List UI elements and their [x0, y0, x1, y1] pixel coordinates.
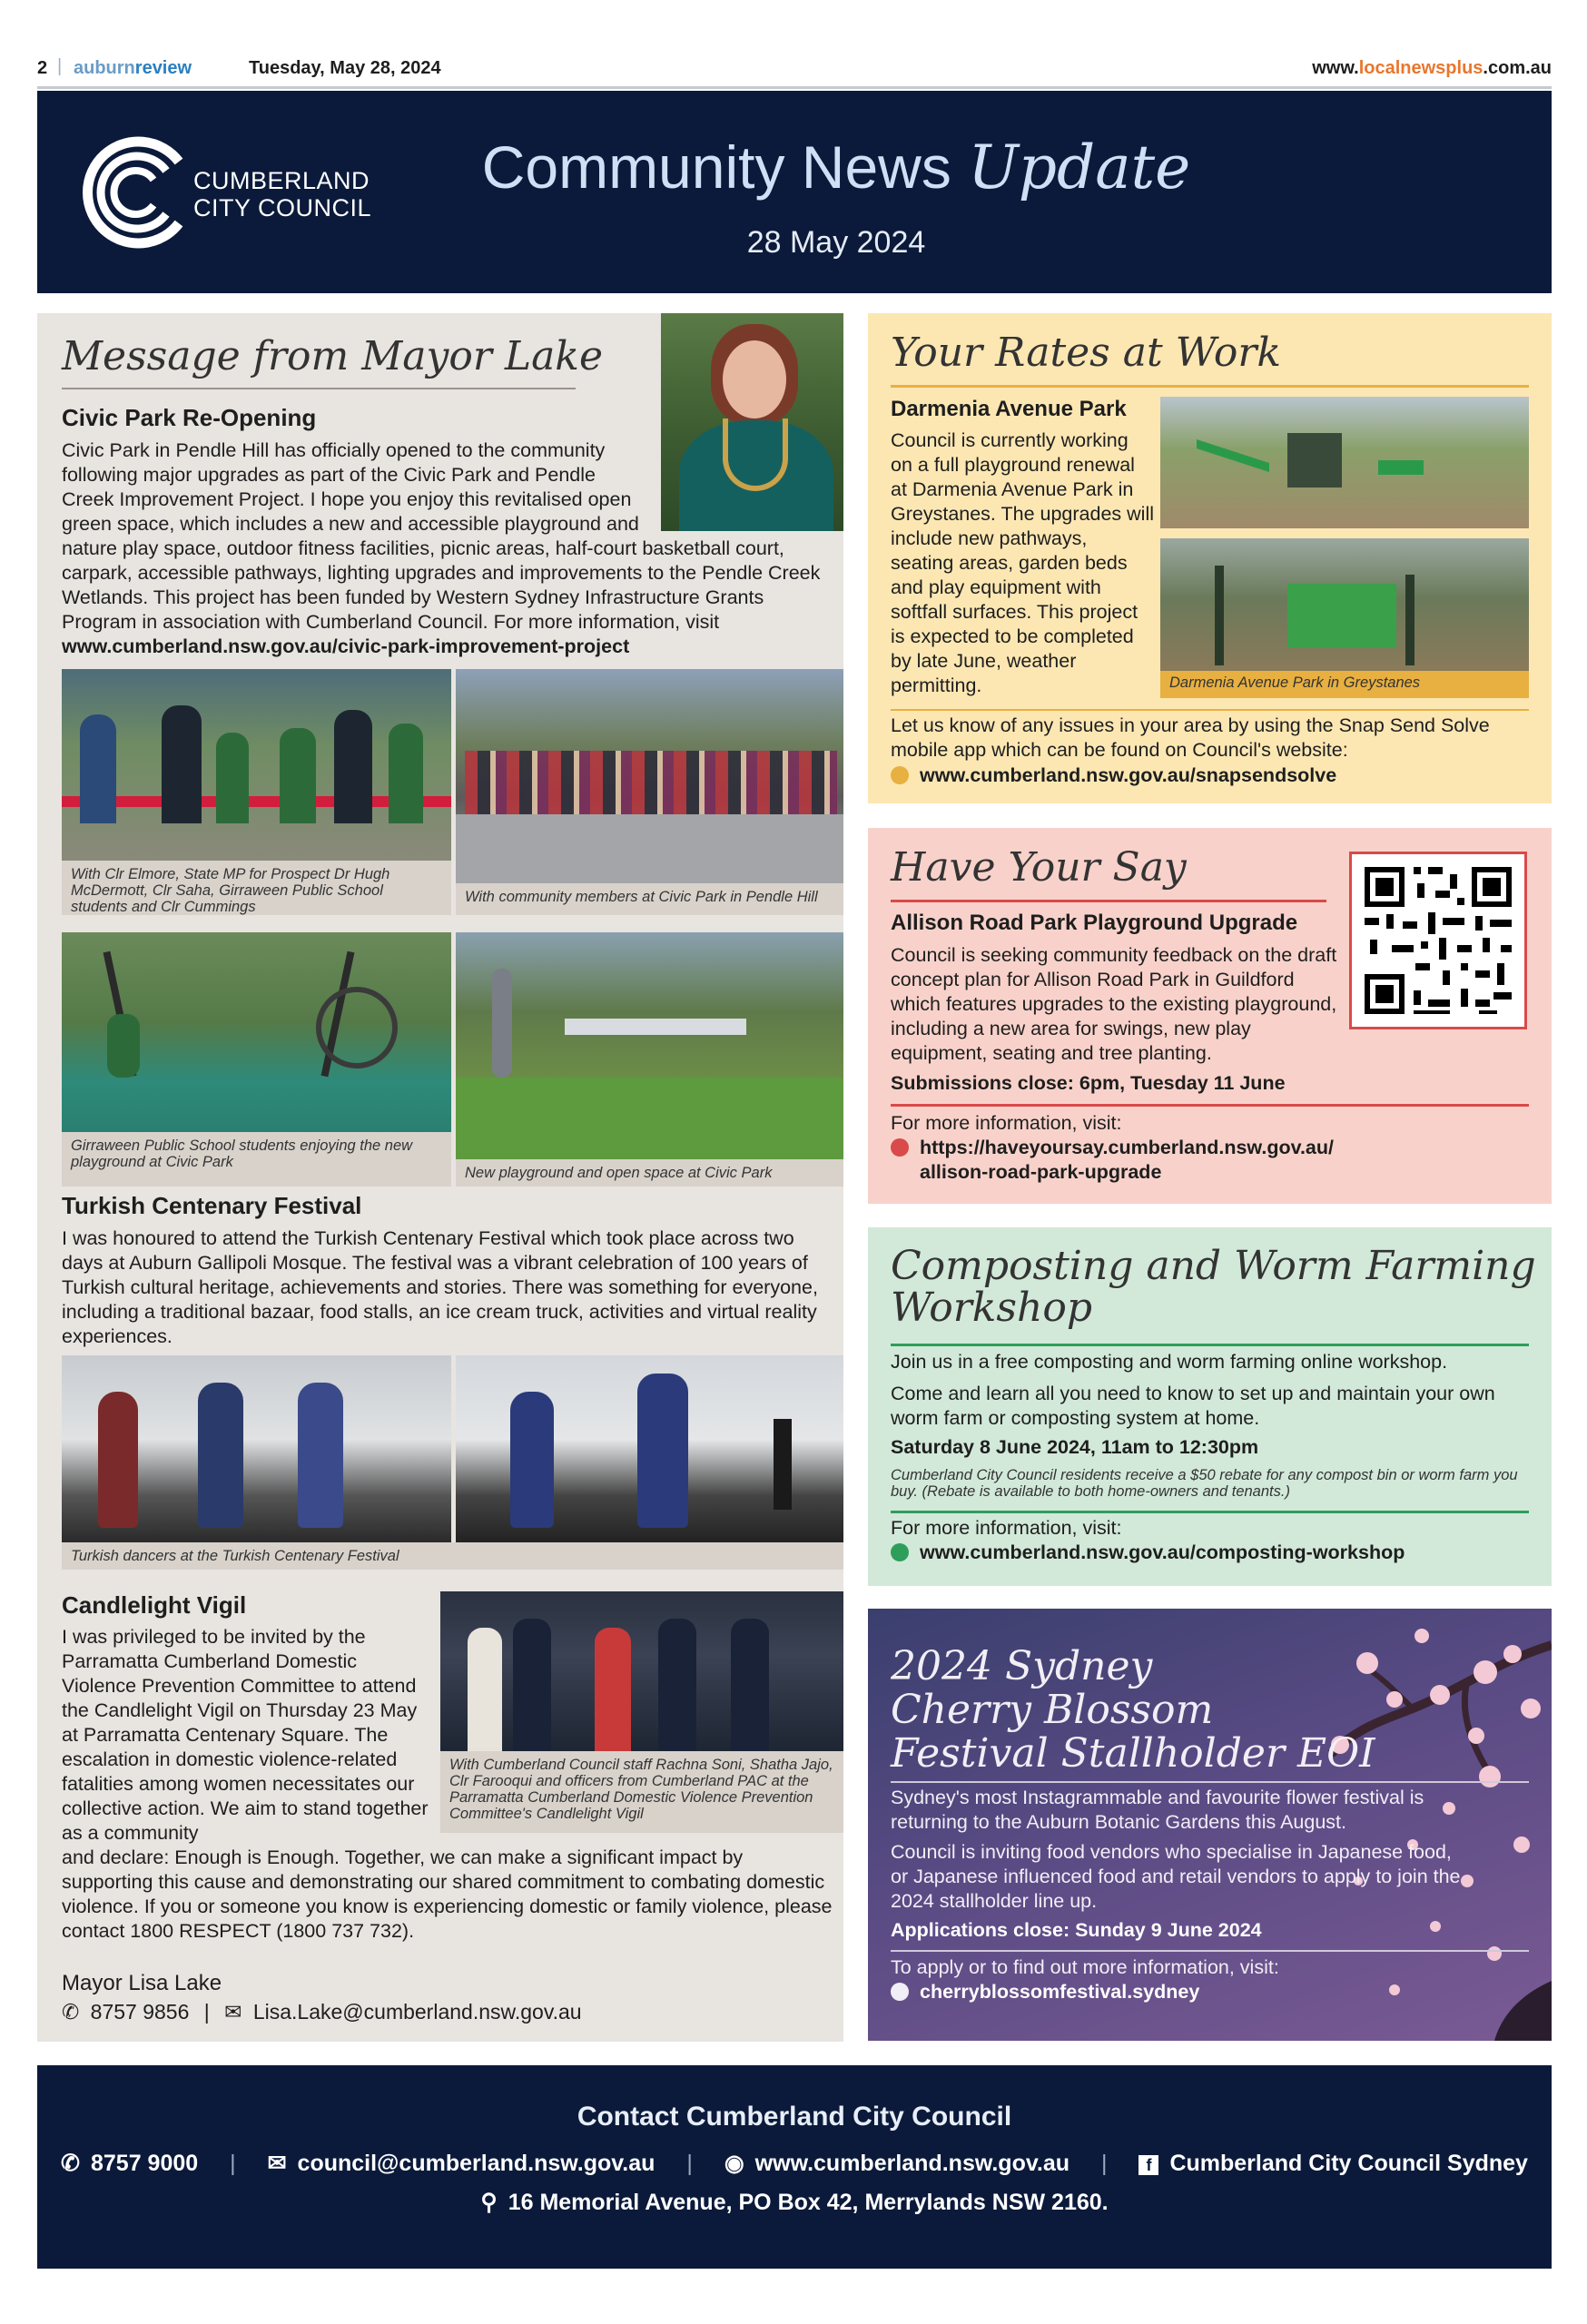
photo-turkish-dancers-left	[62, 1355, 451, 1542]
masthead-separator: |	[57, 56, 63, 76]
footer-website[interactable]: www.cumberland.nsw.gov.au	[754, 2151, 1070, 2176]
caption-students-playground: Girraween Public School students enjoying the new playground at Civic Park	[62, 1132, 451, 1187]
globe-icon	[891, 766, 909, 784]
darmenia-caption: Darmenia Avenue Park in Greystanes	[1160, 671, 1529, 698]
composting-workshop-panel	[868, 1227, 1552, 1586]
globe-icon	[891, 1543, 909, 1561]
caption-turkish-dancers: Turkish dancers at the Turkish Centenary Festival	[62, 1542, 843, 1570]
footer-email[interactable]: council@cumberland.nsw.gov.au	[297, 2151, 656, 2176]
submissions-deadline: Submissions close: 6pm, Tuesday 11 June	[891, 1072, 1286, 1094]
cherry-deadline: Applications close: Sunday 9 June 2024	[891, 1919, 1262, 1941]
compost-link[interactable]: www.cumberland.nsw.gov.au/composting-workshop	[920, 1541, 1405, 1563]
photo-turkish-dancers-right	[456, 1355, 843, 1542]
location-pin-icon: ⚲	[480, 2190, 498, 2215]
darmenia-title: Darmenia Avenue Park	[891, 397, 1127, 421]
photo-students-playground	[62, 932, 451, 1132]
compost-date-time: Saturday 8 June 2024, 11am to 12:30pm	[891, 1436, 1259, 1458]
cherry-more-info: To apply or to find out more information, visit:	[891, 1956, 1279, 1978]
council-logo	[74, 127, 193, 258]
civic-park-link[interactable]: www.cumberland.nsw.gov.au/civic-park-improvement-project	[62, 635, 630, 657]
snapsendsolve-link-row	[891, 763, 1336, 788]
photo-new-playground	[456, 932, 843, 1159]
footer-phone[interactable]: 8757 9000	[91, 2151, 199, 2176]
council-logo-text: CUMBERLAND CITY COUNCIL	[193, 167, 372, 222]
cherry-heading-rule	[891, 1781, 1529, 1783]
footer-address: 16 Memorial Avenue, PO Box 42, Merrylands NSW 2160.	[508, 2190, 1109, 2215]
candlelight-vigil-title: Candlelight Vigil	[62, 1591, 247, 1619]
compost-heading: Composting and Worm Farming Workshop	[891, 1243, 1536, 1331]
facebook-icon: f	[1138, 2155, 1158, 2175]
footer-facebook[interactable]: Cumberland City Council Sydney	[1169, 2151, 1528, 2176]
civic-park-title: Civic Park Re-Opening	[62, 404, 317, 431]
globe-icon: ◉	[724, 2151, 744, 2176]
snapsendsolve-link[interactable]: www.cumberland.nsw.gov.au/snapsendsolve	[920, 764, 1337, 786]
turkish-festival-title: Turkish Centenary Festival	[62, 1192, 362, 1219]
footer-title: Contact Cumberland City Council	[577, 2102, 1012, 2132]
mayor-heading-rule	[62, 388, 576, 389]
cherry-blossom-panel	[868, 1609, 1552, 2041]
masthead-rule	[37, 86, 1552, 89]
globe-icon	[891, 1138, 909, 1157]
globe-icon	[891, 1983, 909, 2001]
rates-heading: Your Rates at Work	[891, 330, 1282, 376]
photo-ribbon-cutting	[62, 669, 451, 861]
mayor-heading: Message from Mayor Lake	[62, 333, 603, 379]
cherry-link[interactable]: cherryblossomfestival.sydney	[920, 1981, 1200, 2003]
rates-heading-rule	[891, 385, 1529, 388]
caption-community-members: With community members at Civic Park in Pendle Hill	[456, 883, 843, 915]
masthead-bar	[37, 54, 1552, 87]
cherry-body-1: Sydney's most Instagrammable and favourite flower festival is returning to the Auburn Botanic Gardens this August.	[891, 1787, 1424, 1833]
rates-divider	[891, 709, 1529, 711]
have-your-say-panel	[868, 828, 1552, 1204]
cherry-heading: 2024 Sydney Cherry Blossom Festival Stallholder EOI	[891, 1643, 1375, 1777]
compost-link-row	[891, 1541, 1405, 1565]
compost-divider	[891, 1511, 1529, 1513]
publication-brand: auburnreview	[74, 58, 192, 78]
caption-ribbon-cutting: With Clr Elmore, State MP for Prospect Dr Hugh McDermott, Clr Saha, Girraween Public School students and Clr Cummings	[62, 861, 451, 915]
compost-heading-rule	[891, 1344, 1529, 1346]
page-date: 28 May 2024	[746, 225, 926, 260]
cherry-divider	[891, 1950, 1529, 1952]
footer-contact-row: ✆ 8757 9000 | ✉ council@cumberland.nsw.gov.au | ◉ www.cumberland.nsw.gov.au | f Cumberland City Council Sydney	[61, 2151, 1528, 2176]
compost-body: Come and learn all you need to know to set up and maintain your own worm farm or composting system at home.	[891, 1383, 1495, 1429]
haveyoursay-link-row	[891, 1136, 1334, 1185]
compost-rebate-note: Cumberland City Council residents receive a $50 rebate for any compost bin or worm farm you buy. (Rebate is available to both home-owners and tenants.)	[891, 1467, 1518, 1500]
mayor-email[interactable]: Lisa.Lake@cumberland.nsw.gov.au	[252, 2000, 582, 2024]
mayor-signoff-name: Mayor Lisa Lake	[62, 1971, 222, 1995]
compost-more-info: For more information, visit:	[891, 1517, 1122, 1539]
cherry-body-2: Council is inviting food vendors who specialise in Japanese food, or Japanese influenced food and retail vendors to apply to join the 2024 stallholder line up.	[891, 1841, 1461, 1912]
darmenia-body: Council is currently working on a full playground renewal at Darmenia Avenue Park in Greystanes. The upgrades will include new pathways, seating areas, garden beds and play equipment with softfall surfaces. This project is expected to be completed by late June, weather permitting.	[891, 429, 1154, 696]
email-icon: ✉	[224, 2000, 242, 2024]
page-header	[37, 91, 1552, 293]
photo-candlelight-vigil	[440, 1591, 843, 1751]
cherry-link-row	[891, 1980, 1199, 2004]
phone-icon: ✆	[62, 2000, 80, 2024]
mayor-phone[interactable]: 8757 9856	[90, 2000, 190, 2024]
civic-park-body: Civic Park in Pendle Hill has officially opened to the community following major upgrades as part of the Civic Park and Pendle Creek Improvement Project. I hope you enjoy this revitalised open green space, which includes a new and accessible playground and nature play space, outdoor fitness facilities, picnic areas, half-court basketball court, carpark, accessible pathways, lighting upgrades and improvements to the Pendle Creek Wetlands. This project has been funded by Western Sydney Infrastructure Grants Program in association with Cumberland Council. For more information, visit www.cumberland.nsw.gov.au/civic-park-improvement-project	[62, 439, 821, 657]
qr-code[interactable]	[1349, 852, 1527, 1029]
candlelight-vigil-body-top: I was privileged to be invited by the Parramatta Cumberland Domestic Violence Prevention Committee to attend the Candlelight Vigil on Thursday 23 May at Parramatta Centenary Square. The escalation in domestic violence-related fatalities among women necessitates our collective action. We aim to stand together as a community	[62, 1626, 429, 1844]
candlelight-vigil-body-bottom: and declare: Enough is Enough. Together, we can make a significant impact by supporting this cause and demonstrating our shared commitment to combating domestic violence. If you or someone you know is experiencing domestic or family violence, please contact 1800 RESPECT (1800 737 732).	[62, 1846, 833, 1942]
page-title: Community News Update	[481, 133, 1191, 202]
contact-footer	[37, 2065, 1552, 2269]
say-heading-rule	[891, 900, 1326, 902]
turkish-festival-body: I was honoured to attend the Turkish Centenary Festival which took place across two days at Auburn Gallipoli Mosque. The festival was a vibrant celebration of 100 years of Turkish cultural heritage, achievements and stories. There was something for everyone, including a traditional bazaar, food stalls, an ice cream truck, activities and virtual reality experiences.	[62, 1227, 818, 1347]
photo-darmenia-1	[1160, 397, 1529, 528]
page-number: 2	[37, 58, 48, 78]
say-heading: Have Your Say	[891, 844, 1187, 891]
email-icon: ✉	[267, 2151, 287, 2176]
phone-icon: ✆	[61, 2151, 80, 2176]
snapsendsolve-text: Let us know of any issues in your area by using the Snap Send Solve mobile app which can be found on Council's website:	[891, 714, 1490, 761]
mayor-contact: ✆ 8757 9856 | ✉ Lisa.Lake@cumberland.nsw.gov.au	[62, 2000, 582, 2024]
allison-road-title: Allison Road Park Playground Upgrade	[891, 911, 1298, 935]
allison-road-body: Council is seeking community feedback on the draft concept plan for Allison Road Park in Guildford which features upgrades to the existing playground, including a new area for swings, new play equipment, seating and tree planting.	[891, 944, 1337, 1064]
photo-community-members	[456, 669, 843, 883]
photo-darmenia-2	[1160, 538, 1529, 671]
caption-new-playground: New playground and open space at Civic Park	[456, 1159, 843, 1187]
publication-website[interactable]: www.localnewsplus.com.au	[1312, 58, 1552, 78]
rates-at-work-panel	[868, 313, 1552, 803]
footer-address-row	[37, 2189, 1552, 2216]
issue-date: Tuesday, May 28, 2024	[249, 58, 441, 78]
caption-candlelight-vigil: With Cumberland Council staff Rachna Soni, Shatha Jajo, Clr Farooqui and officers from Cumberland PAC at the Parramatta Cumberland Domestic Violence Prevention Committee's Candlelight Vigil	[440, 1751, 843, 1833]
compost-intro: Join us in a free composting and worm farming online workshop.	[891, 1351, 1448, 1373]
mayor-message-panel	[37, 313, 843, 2042]
haveyoursay-link[interactable]: https://haveyoursay.cumberland.nsw.gov.au/ allison-road-park-upgrade	[920, 1137, 1334, 1183]
say-more-info: For more information, visit:	[891, 1112, 1122, 1134]
say-divider	[891, 1104, 1529, 1107]
